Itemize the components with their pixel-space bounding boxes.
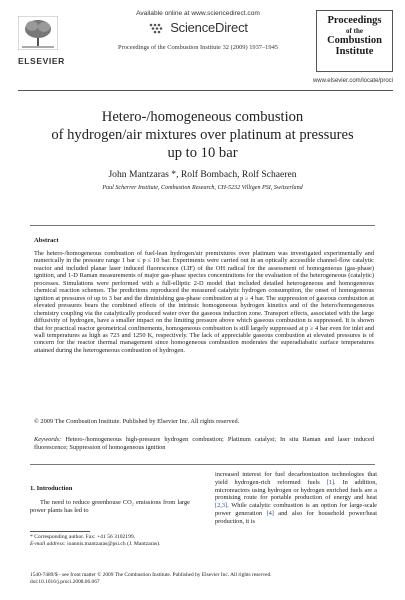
- publisher-name: ELSEVIER: [18, 56, 65, 66]
- title-divider: [30, 225, 375, 226]
- journal-box-line2: of the: [346, 27, 363, 35]
- citation-link[interactable]: [4]: [266, 509, 274, 517]
- email-line: [30, 541, 192, 548]
- keywords-label: Keywords:: [34, 436, 62, 443]
- title-line-3: up to 10 bar: [167, 145, 238, 161]
- page-bottom-info: [30, 572, 375, 585]
- abstract-text: The hetero-/homogeneous combustion of fuel-lean hydrogen/air premixtures over platinum was investigated experimentally and numerically in the pressure range 1 bar ≤ p ≤ 10 bar. Experiments were carried out in an optically accessible channel-flow catalytic reactor and included planar laser induced fluorescence (LIF) of the OH radical for the assessment of homogeneous (gas-phase) ignition, and 1-D Raman measurements of major gas-phase species concentrations for the evaluation of the heterogeneous (catalytic) processes. Simulations were performed with a full-elliptic 2-D model that included detailed heterogeneous and homogeneous chemical reaction schemes. The predictions reproduced the measured catalytic hydrogen consumption, the onset of homogeneous ignition at pressures of up to 3 bar and the diminishing gas-phase combustion at p ≥ 4 bar. The suppression of gaseous combustion at elevated pressures bears the combined effects of the intrinsic homogeneous hydrogen kinetics and of the hetero/homogeneous chemistry coupling via the catalytically produced water over the gaseous induction zone. Transport effects, associated with the large diffusivity of hydrogen, have a smaller impact on the limiting pressure above which gaseous combustion is suppressed. It is shown that for practical reactor geometrical confinements, homogeneous combustion is still largely suppressed at p ≥ 4 bar even for inlet and wall temperatures as high as 723 and 1250 K, respectively. The lack of appreciable gaseous combustion at elevated pressures is of concern for the reactor thermal management since homogeneous combustion moderates the superadiabatic surface temperatures attained during the heterogeneous combustion of hydrogen.: [34, 250, 375, 354]
- body-right-text-c: . While catalytic combustion is an option for large-scale power generation: [215, 502, 377, 517]
- email-address[interactable]: ioannis.mantzaras@psi.ch (J. Mantzaras).: [67, 540, 161, 547]
- author-list: John Mantzaras *, Rolf Bombach, Rolf Schaeren: [108, 169, 297, 180]
- abstract-copyright: © 2009 The Combustion Institute. Published by Elsevier Inc. All rights reserved.: [34, 418, 240, 425]
- body-right-text-a: increased interest for fuel decarbonization technologies that yield hydrogen-rich reformed fuels: [215, 471, 377, 486]
- elsevier-tree-icon: [18, 16, 58, 50]
- keywords: [34, 436, 374, 451]
- journal-box-line3: Combustion: [327, 35, 382, 46]
- footnote: [30, 534, 192, 548]
- available-online-text: Available online at www.sciencedirect.com: [136, 10, 260, 17]
- journal-header: [18, 10, 393, 96]
- journal-title-box: [316, 10, 393, 72]
- abstract-heading: Abstract: [34, 237, 59, 244]
- body-left-column: The need to reduce greenhouse CO₂ emissions from large power plants has led to: [30, 499, 190, 514]
- journal-box-line1: Proceedings: [327, 15, 382, 26]
- citation-link[interactable]: [1]: [326, 478, 335, 486]
- body-right-column: [215, 471, 377, 526]
- body-right-text-b: . In addition, microreactors using hydrogen or hydrogen enriched fuels are a promising route for portable production of energy and heat: [215, 478, 377, 502]
- footnote-divider: [30, 531, 90, 532]
- header-divider: [18, 90, 393, 91]
- section-heading-introduction: 1. Introduction: [30, 485, 73, 492]
- body-right-text-d: and also for household power/heat production, it is: [215, 509, 377, 525]
- title-line-2: of hydrogen/air mixtures over platinum at pressures: [51, 127, 354, 143]
- doi-line[interactable]: doi:10.1016/j.proci.2008.06.067: [30, 578, 100, 585]
- keywords-list: Hetero-/homogeneous high-pressure hydrogen combustion; Platinum catalyst; In situ Raman and laser induced fluorescence; Suppression of homogeneous ignition: [34, 436, 374, 451]
- sciencedirect-logo-icon: [148, 22, 166, 34]
- sciencedirect-name: ScienceDirect: [170, 20, 248, 35]
- title-line-1: Hetero-/homogeneous combustion: [101, 109, 304, 125]
- corresponding-author-note: * Corresponding author. Fax: +41 56 3102199.: [30, 534, 136, 540]
- journal-box-line4: Institute: [335, 46, 374, 57]
- affiliation: Paul Scherrer Institute, Combustion Research, CH-5232 Villigen PSI, Switzerland: [102, 185, 303, 191]
- journal-url[interactable]: www.elsevier.com/locate/proci: [312, 78, 393, 84]
- elsevier-logo: [18, 16, 65, 66]
- email-label: E-mail address:: [30, 540, 66, 547]
- citation-link[interactable]: [2,3]: [215, 502, 228, 510]
- abstract-divider: [30, 464, 375, 465]
- sciencedirect-block: [98, 10, 298, 51]
- article-title: [30, 108, 375, 162]
- journal-citation: Proceedings of the Combustion Institute 32 (2009) 1937–1945: [118, 44, 278, 51]
- issn-line: 1540-7489/$ - see front matter © 2009 The Combustion Institute. Published by Elsevier Inc. All rights reserved.: [30, 572, 272, 578]
